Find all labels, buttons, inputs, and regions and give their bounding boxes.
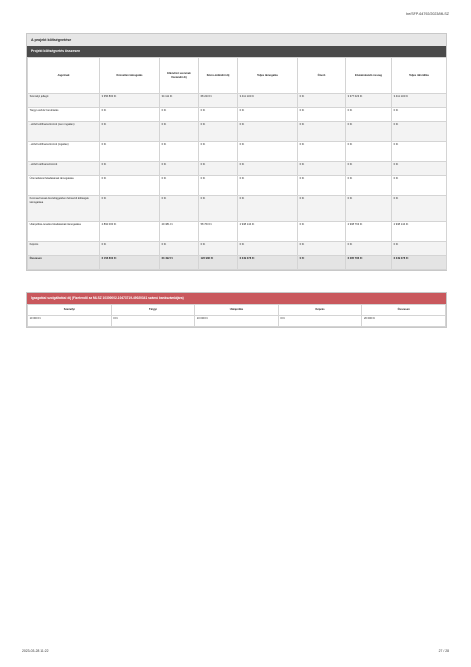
column-header: Összesen — [362, 305, 446, 316]
table-cell: 68 223 Ft — [199, 94, 238, 108]
column-header: Képzés — [278, 305, 362, 316]
column-header: Elszámolandó összeg — [346, 58, 392, 94]
table-cell: 0 Ft — [346, 142, 392, 162]
row-label: - ebből utófinanszírozott — [28, 162, 100, 176]
table-cell: 2 908 763 Ft — [346, 222, 392, 242]
table-cell: 2 938 144 Ft — [392, 222, 447, 242]
table-cell: 0 Ft — [346, 242, 392, 256]
table-cell: 0 Ft — [346, 176, 392, 196]
table-cell: 0 Ft — [392, 108, 447, 122]
table-cell: 0 Ft — [100, 142, 160, 162]
row-label: Személyi jellegű — [28, 94, 100, 108]
table-row — [28, 122, 447, 142]
table-cell: 58 763 Ft — [199, 222, 238, 242]
table-cell: 0 Ft — [392, 242, 447, 256]
row-label: - ebből előfinanszírozott (ingatlan) — [28, 142, 100, 162]
table-cell: 0 Ft — [160, 122, 199, 142]
table-row — [28, 94, 447, 108]
table-cell: 3 411 134 Ft — [238, 94, 298, 108]
table-cell: 0 Ft — [298, 162, 346, 176]
table-cell: 0 Ft — [100, 176, 160, 196]
table-row — [28, 222, 447, 242]
row-label: Üzemeltetési feladatainak támogatása — [28, 176, 100, 196]
fee-table — [27, 304, 446, 327]
page-number: 27 / 28 — [438, 649, 449, 653]
table-cell: 0 Ft — [298, 142, 346, 162]
section-title: A projekt költségvetése — [27, 34, 446, 46]
table-cell: 6 349 278 Ft — [392, 256, 447, 270]
table-cell: 0 Ft — [111, 316, 195, 327]
table-cell: 0 Ft — [238, 142, 298, 162]
table-cell: 0 Ft — [392, 196, 447, 222]
table-row — [28, 162, 447, 176]
column-header: Közre-működői díj — [199, 58, 238, 94]
table-cell: 0 Ft — [199, 162, 238, 176]
table-cell: 0 Ft — [298, 108, 346, 122]
table-cell: 0 Ft — [199, 242, 238, 256]
table-cell: 0 Ft — [199, 108, 238, 122]
table-cell: 0 Ft — [100, 196, 160, 222]
table-cell: 0 Ft — [238, 162, 298, 176]
table-cell: 0 Ft — [346, 122, 392, 142]
table-cell: 29 381 Ft — [160, 222, 199, 242]
budget-table — [27, 57, 447, 270]
table-row — [28, 196, 447, 222]
table-cell: 0 Ft — [160, 142, 199, 162]
row-label: Koronavírussal összefüggésben felmerült költségek támogatása — [28, 196, 100, 222]
table-cell: 0 Ft — [238, 242, 298, 256]
column-header: Önerő — [298, 58, 346, 94]
row-label: - ebből előfinanszírozott (nem ingatlan) — [28, 122, 100, 142]
table-cell: 0 Ft — [160, 162, 199, 176]
table-cell: 6 158 800 Ft — [100, 256, 160, 270]
table-cell: 0 Ft — [160, 242, 199, 256]
document-id: be/SFP-64792/2023/MLSZ — [406, 12, 449, 16]
table-cell: 0 Ft — [392, 176, 447, 196]
fee-title: Igazgatási szolgáltatási díj (Fizetendő az MLSZ 10300002-10473719-49020341 számú bankszámlájára) — [27, 293, 446, 304]
footer-date: 2023-03-28 11:22 — [22, 649, 49, 653]
column-header: Közvetlen támogatás — [100, 58, 160, 94]
table-cell: 0 Ft — [298, 256, 346, 270]
table-cell: 0 Ft — [199, 142, 238, 162]
table-cell: 0 Ft — [298, 196, 346, 222]
column-header: Személyi — [28, 305, 112, 316]
table-cell: 0 Ft — [238, 108, 298, 122]
table-cell: 0 Ft — [298, 242, 346, 256]
row-label: Tárgyi eszköz beruházás — [28, 108, 100, 122]
table-cell: 0 Ft — [298, 176, 346, 196]
column-header: Teljes ráfordítás — [392, 58, 447, 94]
table-cell: 34 111 Ft — [160, 94, 199, 108]
table-cell: 0 Ft — [392, 162, 447, 176]
table-cell: 6 349 278 Ft — [238, 256, 298, 270]
table-row — [28, 108, 447, 122]
table-cell: 0 Ft — [238, 196, 298, 222]
row-label: Összesen — [28, 256, 100, 270]
table-cell: 2 892 000 Ft — [100, 222, 160, 242]
column-header: Utánpótlás — [195, 305, 279, 316]
table-row — [28, 242, 447, 256]
row-label: Képzés — [28, 242, 100, 256]
budget-section — [26, 33, 447, 271]
row-label: Utánpótlás-nevelés feladatainak támogatása — [28, 222, 100, 242]
table-cell: 0 Ft — [278, 316, 362, 327]
table-cell: 0 Ft — [298, 94, 346, 108]
budget-header-row — [28, 58, 447, 94]
table-cell: 0 Ft — [199, 196, 238, 222]
table-cell: 0 Ft — [238, 176, 298, 196]
table-cell: 0 Ft — [160, 176, 199, 196]
table-row — [28, 142, 447, 162]
table-cell: 3 411 134 Ft — [392, 94, 447, 108]
total-row — [28, 256, 447, 270]
column-header: Tárgyi — [111, 305, 195, 316]
table-cell: 0 Ft — [100, 122, 160, 142]
table-cell: 0 Ft — [346, 162, 392, 176]
column-header: Jogcímek — [28, 58, 100, 94]
table-cell: 0 Ft — [238, 122, 298, 142]
table-cell: 0 Ft — [160, 196, 199, 222]
table-cell: 3 377 023 Ft — [346, 94, 392, 108]
table-cell: 0 Ft — [298, 222, 346, 242]
table-cell: 20 000 Ft — [362, 316, 446, 327]
table-cell: 0 Ft — [160, 108, 199, 122]
table-cell: 0 Ft — [298, 122, 346, 142]
table-cell: 0 Ft — [346, 108, 392, 122]
fee-value-row — [28, 316, 446, 327]
table-cell: 0 Ft — [392, 122, 447, 142]
table-cell: 3 356 800 Ft — [100, 94, 160, 108]
table-cell: 0 Ft — [100, 108, 160, 122]
table-row — [28, 176, 447, 196]
table-cell: 0 Ft — [392, 142, 447, 162]
table-cell: 0 Ft — [199, 122, 238, 142]
table-cell: 63 492 Ft — [160, 256, 199, 270]
column-header: Teljes támogatás — [238, 58, 298, 94]
table-cell: 126 986 Ft — [199, 256, 238, 270]
table-cell: 10 000 Ft — [195, 316, 279, 327]
table-cell: 0 Ft — [100, 162, 160, 176]
table-cell: 0 Ft — [199, 176, 238, 196]
table-cell: 2 938 144 Ft — [238, 222, 298, 242]
fee-section — [26, 292, 447, 328]
column-header: Ellenőrző szervnek fizetendő díj — [160, 58, 199, 94]
table-cell: 0 Ft — [100, 242, 160, 256]
table-cell: 10 000 Ft — [28, 316, 112, 327]
table-cell: 6 285 786 Ft — [346, 256, 392, 270]
summary-title: Projekt költségvetés összesen — [27, 46, 446, 57]
fee-header-row — [28, 305, 446, 316]
table-cell: 0 Ft — [346, 196, 392, 222]
